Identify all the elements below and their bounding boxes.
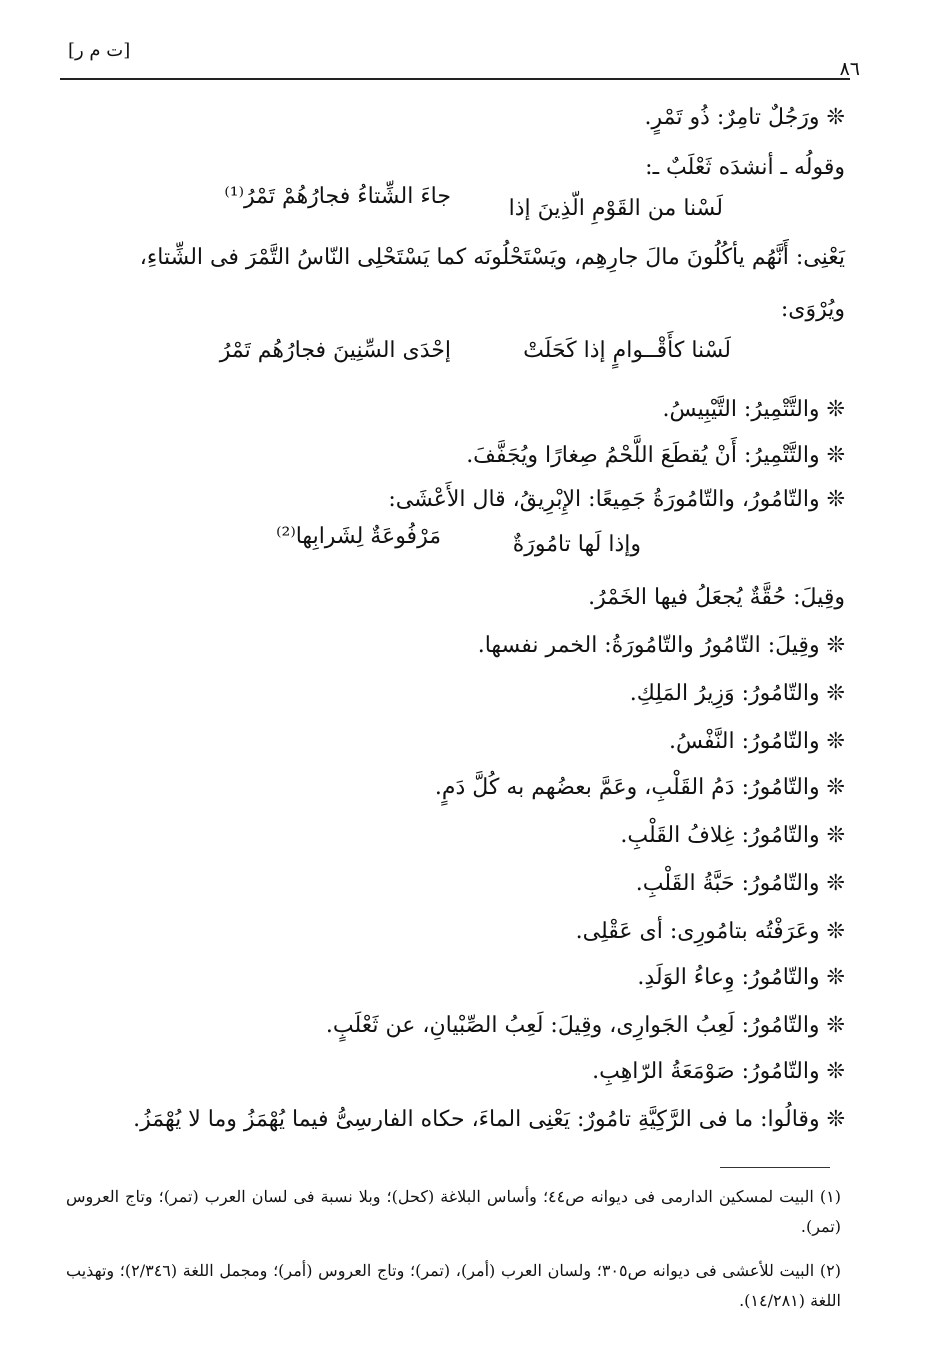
entry-line: ويُرْوَى: xyxy=(780,297,845,322)
entry-line: ❊ والتَّتْمِيرُ: التَّيْبِيسُ. xyxy=(662,397,845,422)
entry-line: ❊ وقالُوا: ما فى الرَّكِيَّةِ تامُورٌ: يَعْنِى الماءَ، حكاه الفارسِىُّ فيما يُهْمَزُ وما لا يُهْمَزُ. xyxy=(133,1107,845,1132)
entry-line: ❊ والتّامُورُ: وَزِيرُ المَلِكِ. xyxy=(629,681,845,706)
verse-1-second-hemistich: جاءَ الشِّتاءُ فجارُهُمْ تَمْرُ⁽¹⁾ xyxy=(224,184,451,209)
page-number: ٨٦ xyxy=(839,58,860,80)
entry-line: ❊ وعَرَفْتُه بتامُورِى: أى عَقْلِى. xyxy=(575,919,845,944)
entry-line: وقِيلَ: حُقَّةٌ يُجعَلُ فيها الخَمْرُ. xyxy=(588,585,845,610)
verse-3-second-hemistich: مَرْفُوعَةٌ لِشَرابِها⁽²⁾ xyxy=(276,524,441,549)
verse-2-second-hemistich: إحْدَى السِّنِينَ فجارُهُم تَمْرُ xyxy=(219,338,451,363)
entry-line: ❊ والتّامُورُ، والتّامُورَةُ جَمِيعًا: الإِبْرِيقُ، قال الأَعْشَى: xyxy=(388,487,845,512)
footnote-1: (١) البيت لمسكين الدارمى فى ديوانه ص٤٤؛ وأساس البلاغة (كحل)؛ وبلا نسبة فى لسان العرب (تمر)؛ وتاج العروس (تمر). xyxy=(66,1187,841,1236)
entry-line: ❊ والتّامُورُ: صَوْمَعَةُ الرّاهِبِ. xyxy=(592,1059,845,1084)
entry-line: ❊ ورَجُلٌ تامِرٌ: ذُو تَمْرٍ. xyxy=(644,105,845,130)
header-divider xyxy=(60,78,850,80)
entry-line: ❊ والتّامُورُ: لَعِبُ الجَوارِى، وقِيلَ: لَعِبُ الصِّبْيانِ، عن ثَعْلَبٍ. xyxy=(325,1013,845,1038)
entry-line: ❊ والتّامُورُ: غِلافُ القَلْبِ. xyxy=(620,823,845,848)
footnote-divider xyxy=(720,1167,830,1168)
entry-line: وقولُه ـ أنشدَه ثَعْلَبٌ ـ: xyxy=(645,155,845,180)
root-letters: [ت م ر] xyxy=(68,40,131,61)
entry-line: ❊ وقِيلَ: التّامُورُ والتّامُورَةُ: الخمر نفسها. xyxy=(477,633,845,658)
verse-1-first-hemistich: لَسْنا من القَوْمِ الّذِينَ إذا xyxy=(508,196,723,221)
footnote-2: (٢) البيت للأعشى فى ديوانه ص٣٠٥؛ ولسان العرب (أمر)، (تمر)؛ وتاج العروس (أمر)؛ ومجمل اللغة (٢/٣٤٦)؛ وتهذيب اللغة (١٤/٢٨١). xyxy=(66,1261,841,1310)
entry-line: يَعْنِى: أَنَّهُم يأكُلُونَ مالَ جارِهِم، ويَسْتَحْلُونَه كما يَسْتَحْلِى النّاسُ التَّمْرَ فى الشِّتاءِ، xyxy=(139,245,845,270)
entry-line: ❊ والتّامُورُ: وِعاءُ الوَلَدِ. xyxy=(637,965,845,990)
entry-line: ❊ والتّامُورُ: دَمُ القَلْبِ، وعَمَّ بعضُهم به كُلَّ دَمٍ. xyxy=(434,775,845,800)
entry-line: ❊ والتّامُورُ: حَبَّةُ القَلْبِ. xyxy=(635,871,845,896)
verse-3-first-hemistich: وإذا لَها تامُورَةٌ xyxy=(512,532,641,557)
entry-line: ❊ والتّامُورُ: النَّفْسُ. xyxy=(668,729,845,754)
verse-2-first-hemistich: لَسْنا كأَقْــوامٍ إذا كَحَلَتْ xyxy=(523,338,731,363)
entry-line: ❊ والتَّتْمِيرُ: أَنْ يُقطَعَ اللَّحْمُ صِغارًا ويُجَفَّفَ. xyxy=(466,443,845,468)
